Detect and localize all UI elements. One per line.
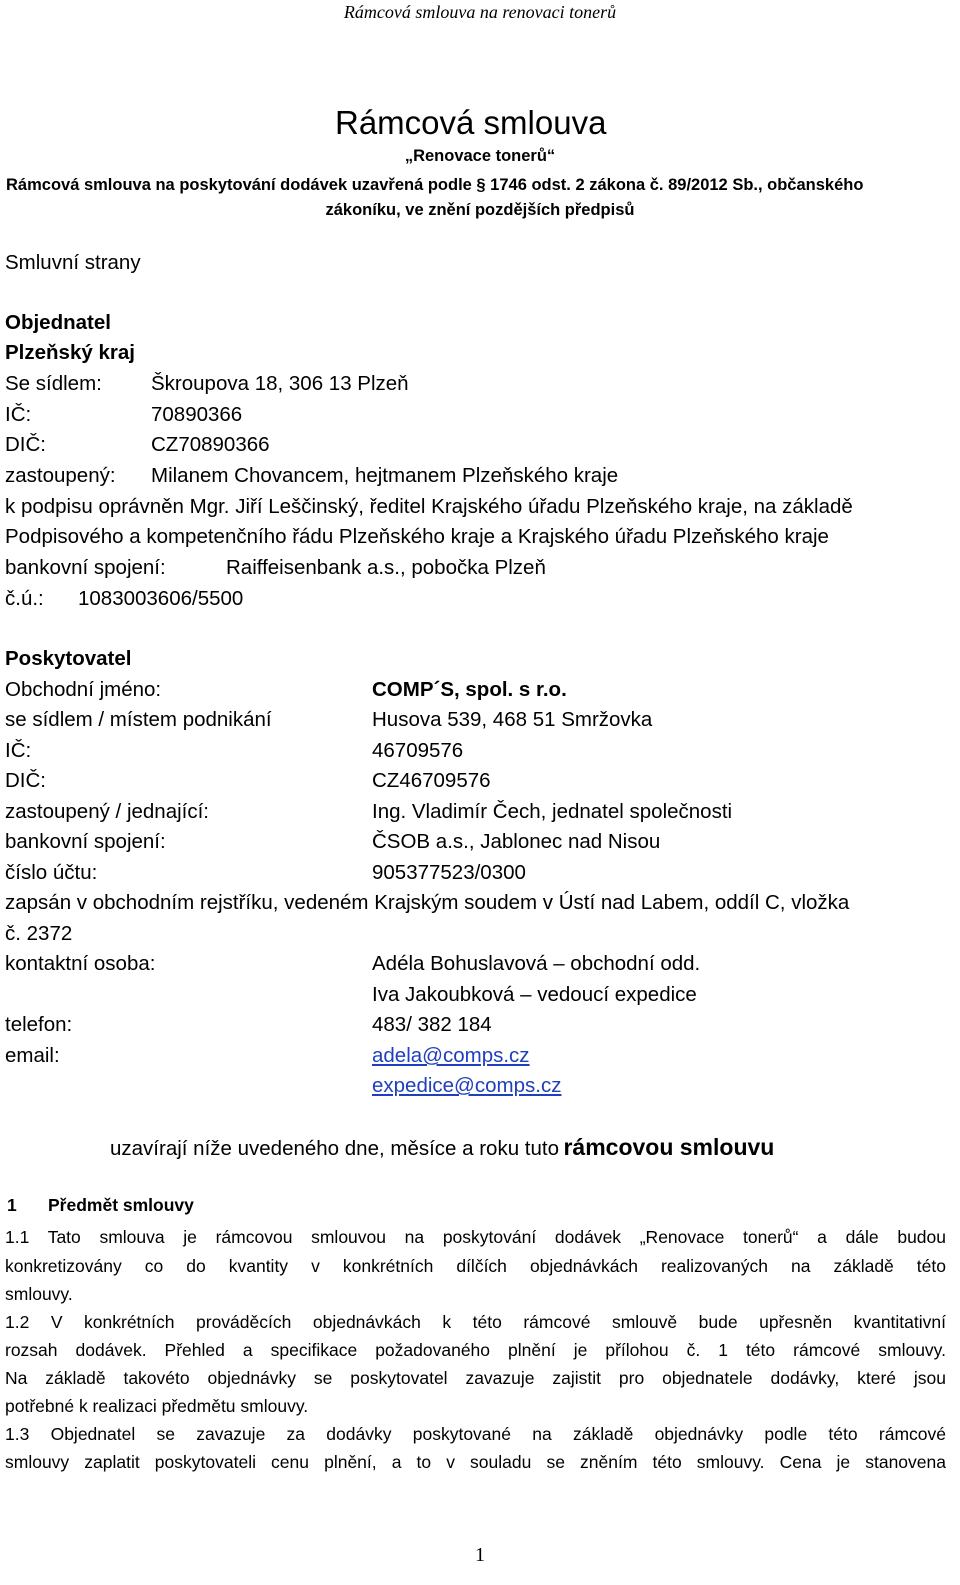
client-ic-value: 70890366 <box>151 403 243 426</box>
provider-phone-value: 483/ 382 184 <box>372 1013 492 1036</box>
provider-register-line1: zapsán v obchodním rejstříku, vedeném Krajským soudem v Ústí nad Labem, oddíl C, vložka <box>5 891 850 914</box>
client-rep-label: zastoupený: <box>5 464 116 487</box>
email-link-expedice[interactable]: expedice@comps.cz <box>372 1074 562 1097</box>
client-dic-value: CZ70890366 <box>151 433 270 456</box>
legal-basis-line2: zákoníku, ve znění pozdějších předpisů <box>325 201 635 219</box>
client-name: Plzeňský kraj <box>5 341 135 364</box>
conclude-line <box>110 1134 774 1161</box>
provider-dic-value: CZ46709576 <box>372 769 491 792</box>
client-heading: Objednatel <box>5 311 111 334</box>
provider-account-value: 905377523/0300 <box>372 861 526 884</box>
conclude-text: uzavírají níže uvedeného dne, měsíce a roku tuto <box>110 1137 559 1160</box>
conclude-bold: rámcovou smlouvu <box>563 1134 775 1160</box>
provider-ic-value: 46709576 <box>372 739 464 762</box>
parties-heading: Smluvní strany <box>5 251 141 274</box>
client-rep-value: Milanem Chovancem, hejtmanem Plzeňského kraje <box>151 464 619 487</box>
section1-line: 1.1 Tato smlouva je rámcovou smlouvou na poskytování dodávek „Renovace tonerů“ a dále budou <box>5 1227 946 1247</box>
provider-register-line2: č. 2372 <box>5 922 73 945</box>
section1-line: smlouvy zaplatit poskytovateli cenu plnění, a to v souladu se zněním této smlouvy. Cena je stanovena <box>5 1452 946 1472</box>
provider-email-label: email: <box>5 1044 60 1067</box>
running-header: Rámcová smlouva na renovaci tonerů <box>343 2 617 22</box>
provider-seat-value: Husova 539, 468 51 Smržovka <box>372 708 653 731</box>
client-seat-label: Se sídlem: <box>5 372 102 395</box>
section1-line: konkretizovány co do kvantity v konkrétních dílčích objednávkách realizovaných na základě této <box>5 1256 946 1276</box>
document-subtitle: „Renovace tonerů“ <box>404 147 556 165</box>
provider-heading: Poskytovatel <box>5 647 132 670</box>
provider-contact-value2: Iva Jakoubková – vedoucí expedice <box>372 983 697 1006</box>
provider-seat-label: se sídlem / místem podnikání <box>5 708 272 731</box>
client-account-label: č.ú.: <box>5 587 44 610</box>
provider-dic-label: DIČ: <box>5 769 46 792</box>
client-ic-label: IČ: <box>5 403 32 426</box>
section1-line: 1.2 V konkrétních prováděcích objednávkách k této rámcové smlouvě bude upřesněn kvantitativní <box>5 1312 946 1332</box>
provider-account-label: číslo účtu: <box>5 861 98 884</box>
provider-contact-label: kontaktní osoba: <box>5 952 156 975</box>
provider-name-value: COMP´S, spol. s r.o. <box>372 678 567 701</box>
section1-line: Na základě takovéto objednávky se poskytovatel zavazuje zajistit pro objednatele dodávky, které jsou <box>5 1368 946 1388</box>
provider-phone-label: telefon: <box>5 1013 73 1036</box>
provider-rep-label: zastoupený / jednající: <box>5 800 209 823</box>
document-title: Rámcová smlouva <box>335 104 607 141</box>
provider-name-label: Obchodní jméno: <box>5 678 162 701</box>
page-number: 1 <box>475 1544 485 1566</box>
client-auth-line1: k podpisu oprávněn Mgr. Jiří Leščinský, ředitel Krajského úřadu Plzeňského kraje, na základě <box>5 495 853 518</box>
provider-bank-value: ČSOB a.s., Jablonec nad Nisou <box>372 830 661 853</box>
client-bank-value: Raiffeisenbank a.s., pobočka Plzeň <box>226 556 546 579</box>
legal-basis-line1: Rámcová smlouva na poskytování dodávek uzavřená podle § 1746 odst. 2 zákona č. 89/2012 Sb., občanského <box>6 176 864 194</box>
provider-contact-value1: Adéla Bohuslavová – obchodní odd. <box>372 952 701 975</box>
client-account-value: 1083003606/5500 <box>78 587 244 610</box>
provider-ic-label: IČ: <box>5 739 32 762</box>
section1-title: Předmět smlouvy <box>48 1195 194 1215</box>
client-seat-value: Škroupova 18, 306 13 Plzeň <box>151 372 409 395</box>
client-dic-label: DIČ: <box>5 433 46 456</box>
client-auth-line2: Podpisového a kompetenčního řádu Plzeňského kraje a Krajského úřadu Plzeňského kraje <box>5 525 829 548</box>
client-bank-label: bankovní spojení: <box>5 556 166 579</box>
section1-line: rozsah dodávek. Přehled a specifikace požadovaného plnění je přílohou č. 1 této rámcové smlouvy. <box>5 1340 946 1360</box>
provider-bank-label: bankovní spojení: <box>5 830 166 853</box>
email-link-adela[interactable]: adela@comps.cz <box>372 1044 530 1067</box>
provider-rep-value: Ing. Vladimír Čech, jednatel společnosti <box>372 800 733 823</box>
section1-line: smlouvy. <box>5 1284 73 1304</box>
section1-number: 1 <box>7 1195 17 1215</box>
section1-line: 1.3 Objednatel se zavazuje za dodávky poskytované na základě objednávky podle této rámcové <box>5 1424 946 1444</box>
section1-line: potřebné k realizaci předmětu smlouvy. <box>5 1396 309 1416</box>
